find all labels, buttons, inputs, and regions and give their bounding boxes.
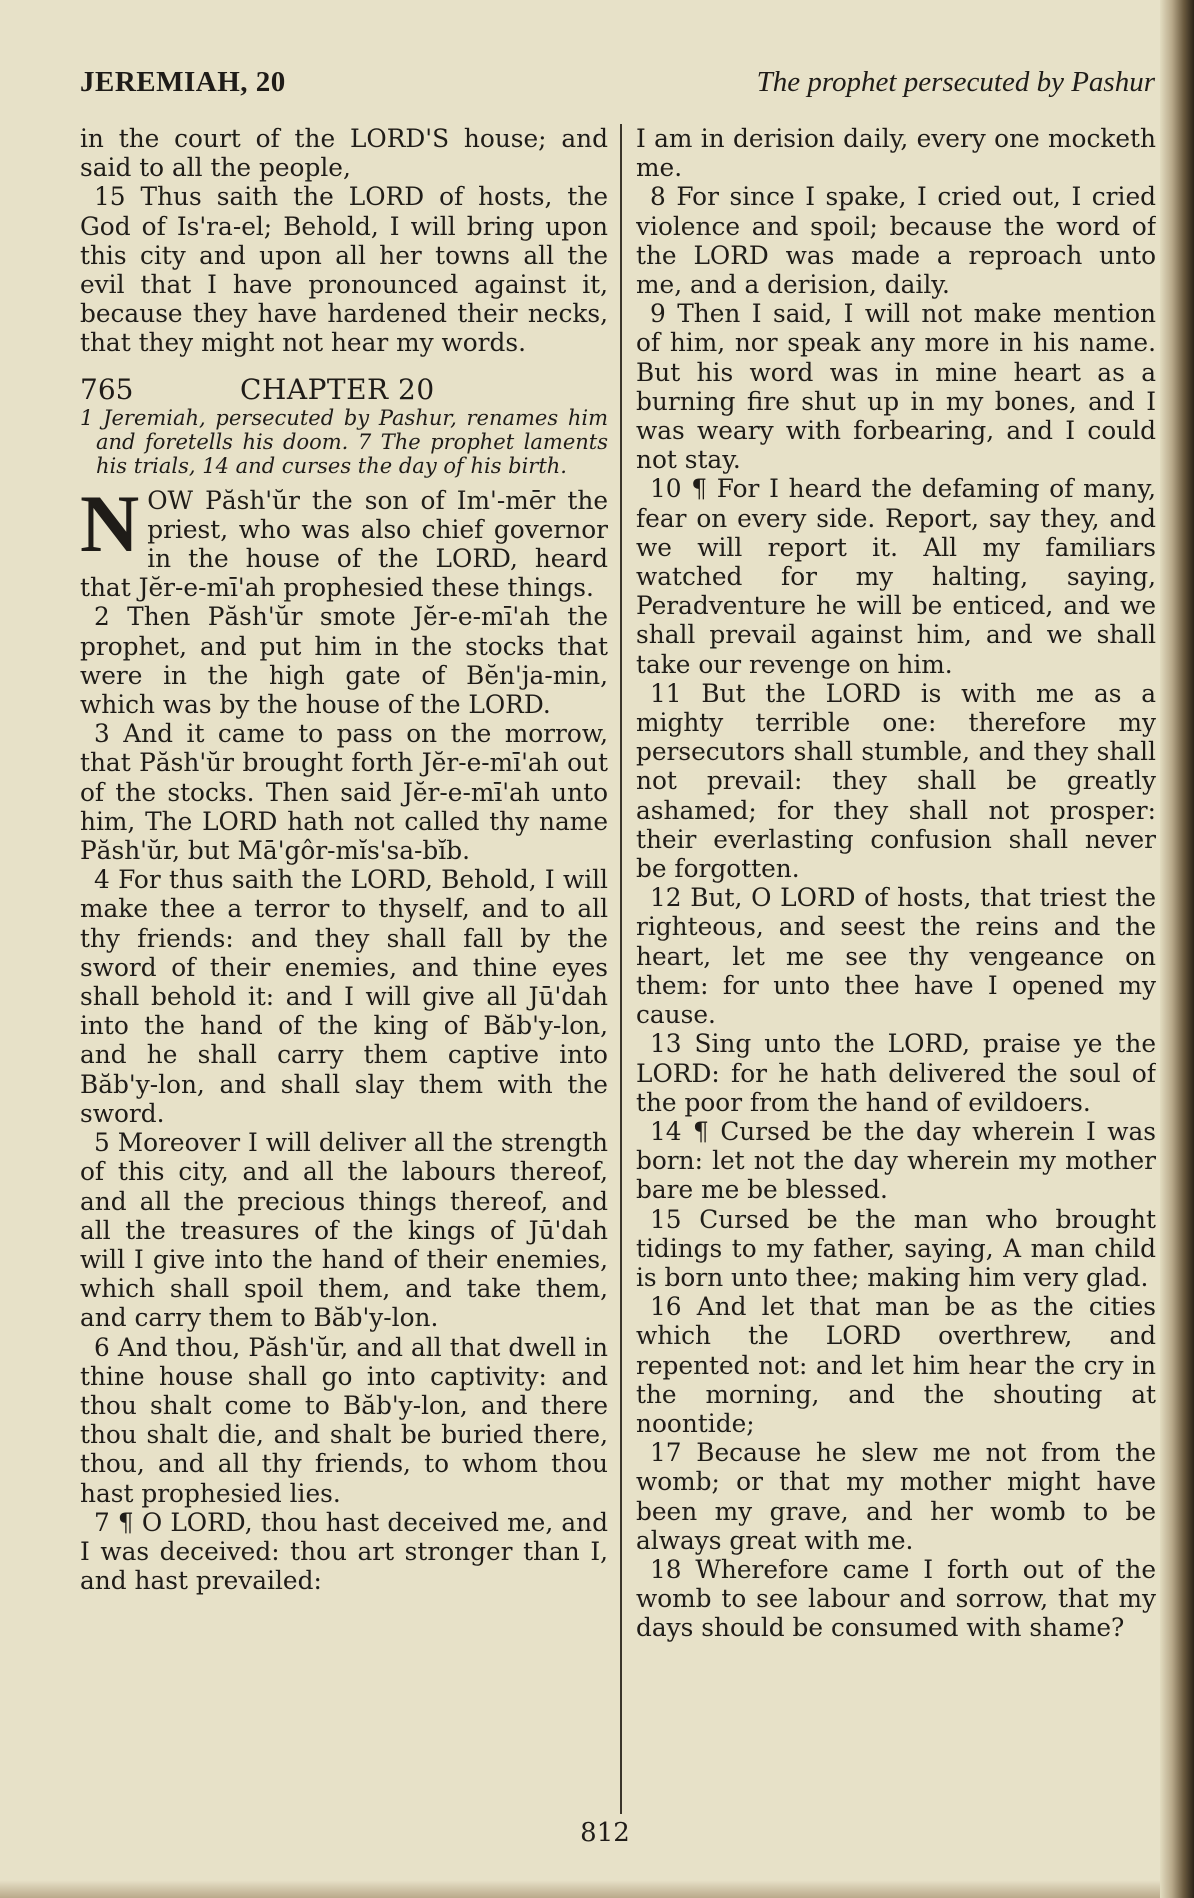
verse-15: 15 Cursed be the man who brought tidings to my father, saying, A man child is born unto thee; making him very glad.: [636, 1204, 1156, 1292]
chapter-title: CHAPTER 20: [240, 372, 435, 406]
book-spine-edge: [1160, 0, 1194, 1898]
verse-2: 2 Then Păsh'ŭr smote Jĕr-e-mī'ah the prophet, and put him in the stocks that were in the high gate of Bĕn'ja-min, which was by the house of the LORD.: [80, 602, 608, 720]
drop-cap: N: [80, 477, 140, 569]
verse-18: 18 Wherefore came I forth out of the womb to see labour and sorrow, that my days should be consumed with shame?: [636, 1554, 1156, 1643]
verse-4: 4 For thus saith the LORD, Behold, I will make thee a terror to thyself, and to all thy friends: and they shall fall by the sword of their enemies, and thine eyes shall behold it: and I will give all Jū'dah into the hand of the king of Băb'y-lon, and he shall carry them captive into Băb'y-lon, and shall slay them with the sword.: [80, 865, 608, 1128]
chapter-heading: [80, 374, 608, 406]
verse-3: 3 And it came to pass on the morrow, that Păsh'ŭr brought forth Jĕr-e-mī'ah out of the stocks. Then said Jĕr-e-mī'ah unto him, The LORD hath not called thy name Păsh'ŭr, but Mā'gôr-mĭs'sa-bĭb.: [80, 719, 608, 866]
right-column: [636, 124, 1156, 1814]
verse-1-text: OW Păsh'ŭr the son of Im'-mēr the priest, who was also chief governor in the house of the LORD, heard that Jĕr-e-mī'ah prophesied these things.: [80, 485, 608, 603]
verse-19-15: 15 Thus saith the LORD of hosts, the God of Is'ra-el; Behold, I will bring upon this city and upon all her towns all the evil that I have pronounced against it, because they have hardened their necks, that they might not hear my words.: [80, 182, 608, 358]
chapter-page-ref: 765: [80, 372, 134, 406]
verse-14: 14 ¶ Cursed be the day wherein I was born: let not the day wherein my mother bare me be blessed.: [636, 1116, 1156, 1205]
verse-5: 5 Moreover I will deliver all the strength of this city, and all the labours thereof, and all the precious things thereof, and all the treasures of the kings of Jū'dah will I give into the hand of their enemies, which shall spoil them, and take them, and carry them to Băb'y-lon.: [80, 1128, 608, 1333]
page-number: 812: [580, 1818, 630, 1848]
verse-1: [80, 477, 608, 603]
page-subject-heading: The prophet persecuted by Pashur: [756, 66, 1155, 98]
page-bottom-shadow: [0, 1880, 1176, 1898]
running-head: [80, 66, 1155, 106]
verse-12: 12 But, O LORD of hosts, that triest the righteous, and seest the reins and the heart, let me see thy vengeance on them: for unto thee have I opened my cause.: [636, 883, 1156, 1030]
column-divider: [620, 124, 622, 1814]
verse-13: 13 Sing unto the LORD, praise ye the LORD: for he hath delivered the soul of the poor from the hand of evildoers.: [636, 1029, 1156, 1117]
verse-8: 8 For since I spake, I cried out, I cried violence and spoil; because the word of the LORD was made a reproach unto me, and a derision, daily.: [636, 182, 1156, 300]
verse-7-continued: I am in derision daily, every one mocketh me.: [636, 124, 1156, 183]
verse-16: 16 And let that man be as the cities which the LORD overthrew, and repented not: and let him hear the cry in the morning, and the shouting at noontide;: [636, 1292, 1156, 1438]
verse-11: 11 But the LORD is with me as a mighty terrible one: therefore my persecutors shall stumble, and they shall not prevail: they shall be greatly ashamed; for they shall not prosper: their everlasting confusion shall never be forgotten.: [636, 678, 1156, 884]
verse-7: 7 ¶ O LORD, thou hast deceived me, and I was deceived: thou art stronger than I, and hast prevailed:: [80, 1507, 608, 1596]
verse-10: 10 ¶ For I heard the defaming of many, fear on every side. Report, say they, and we will report it. All my familiars watched for my halting, saying, Peradventure he will be enticed, and we shall prevail against him, and we shall take our revenge on him.: [636, 474, 1156, 679]
previous-chapter-ending: in the court of the LORD'S house; and said to all the people,: [80, 124, 608, 183]
verse-17: 17 Because he slew me not from the womb; or that my mother might have been my grave, and her womb to be always great with me.: [636, 1438, 1156, 1555]
book-chapter-heading: JEREMIAH, 20: [80, 66, 286, 98]
verse-9: 9 Then I said, I will not make mention of him, nor speak any more in his name. But his word was in mine heart as a burning fire shut up in my bones, and I was weary with forbearing, and I could not stay.: [636, 299, 1156, 475]
left-column: [80, 124, 608, 1814]
chapter-summary: 1 Jeremiah, persecuted by Pashur, renames him and foretells his doom. 7 The prophet laments his trials, 14 and curses the day of his birth.: [80, 405, 608, 478]
verse-6: 6 And thou, Păsh'ŭr, and all that dwell in thine house shall go into captivity: and thou shalt come to Băb'y-lon, and there thou shalt die, and shalt be buried there, thou, and all thy friends, to whom thou hast prophesied lies.: [80, 1332, 608, 1508]
